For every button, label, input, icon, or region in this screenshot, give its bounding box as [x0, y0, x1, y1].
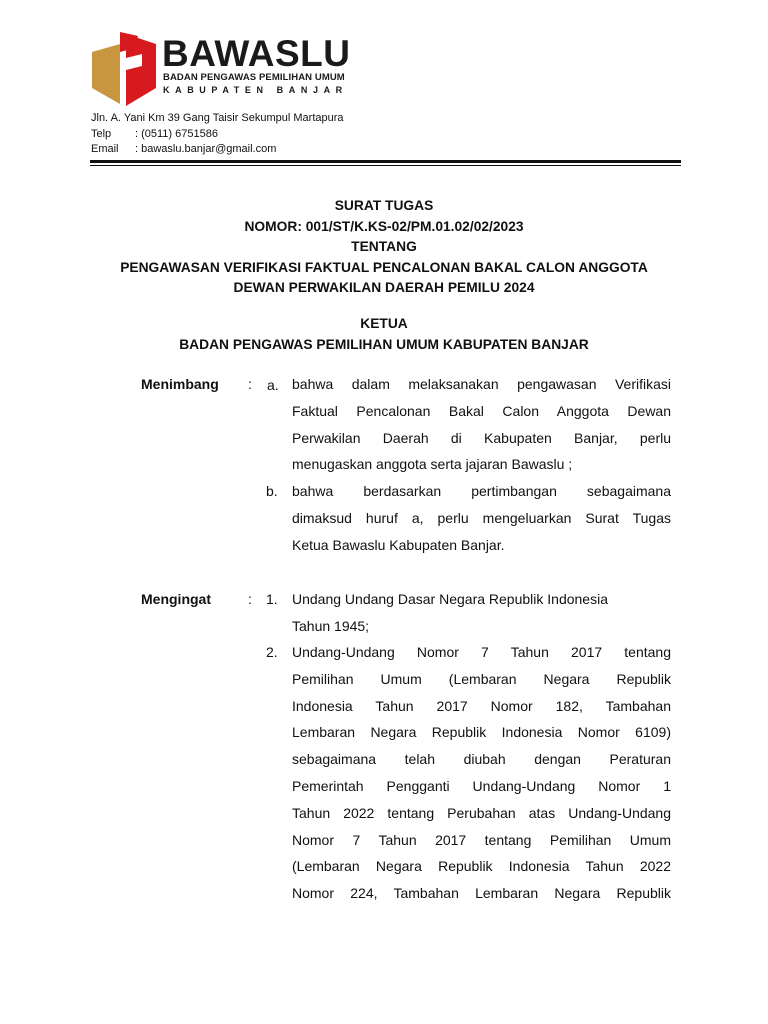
title-line-3: TENTANG [351, 239, 417, 254]
phone-value: : (0511) 6751586 [135, 127, 218, 140]
text-line: Perwakilan Daerah di Kabupaten Banjar, perlu [292, 429, 671, 446]
menimbang-marker-a: a. [267, 377, 279, 393]
mengingat-item-1 [292, 586, 671, 640]
mengingat-marker-1: 1. [266, 591, 278, 607]
text-line: Nomor 7 Tahun 2017 tentang Pemilihan Umum [292, 831, 671, 848]
logo-title: BAWASLU [162, 33, 351, 74]
issuer-line-1: KETUA [360, 316, 408, 331]
text-line: sebagaimana telah diubah dengan Peraturan [292, 751, 671, 768]
text-line: bahwa dalam melaksanakan pengawasan Verifikasi [292, 376, 671, 392]
menimbang-label: Menimbang [141, 376, 219, 392]
phone-label: Telp [91, 127, 112, 140]
issuer-heading [0, 314, 768, 355]
text-line: Nomor 224, Tambahan Lembaran Negara Republik [292, 885, 671, 902]
text-line: Tahun 1945; [292, 617, 370, 634]
mengingat-colon: : [248, 591, 252, 607]
bawaslu-emblem-icon [90, 30, 158, 108]
menimbang-item-a [292, 371, 671, 478]
letterhead-divider-thin [90, 165, 681, 166]
contact-info [91, 111, 344, 158]
logo-region: KABUPATEN BANJAR [163, 85, 348, 95]
menimbang-marker-b: b. [266, 483, 278, 499]
text-line: Tahun 2022 tentang Perubahan atas Undang-Undang [292, 804, 671, 821]
text-line: Indonesia Tahun 2017 Nomor 182, Tambahan [292, 697, 671, 714]
email-value: : bawaslu.banjar@gmail.com [135, 143, 277, 155]
text-line: Faktual Pencalonan Bakal Calon Anggota Dewan [292, 402, 671, 419]
mengingat-label: Mengingat [141, 591, 211, 607]
text-line: Undang-Undang Nomor 7 Tahun 2017 tentang [292, 644, 671, 660]
menimbang-colon: : [248, 376, 252, 392]
menimbang-item-b [292, 478, 671, 558]
email-label: Email [91, 143, 119, 155]
text-line: Undang Undang Dasar Negara Republik Indonesia [292, 591, 608, 607]
bawaslu-logo [90, 30, 350, 108]
mengingat-item-2 [292, 639, 671, 907]
text-line: bahwa berdasarkan pertimbangan sebagaimana [292, 483, 671, 499]
text-line: menugaskan anggota serta jajaran Bawaslu ; [292, 456, 573, 473]
text-line: (Lembaran Negara Republik Indonesia Tahun 2022 [292, 858, 671, 875]
title-line-4: PENGAWASAN VERIFIKASI FAKTUAL PENCALONAN BAKAL CALON ANGGOTA [120, 259, 648, 275]
letterhead-divider-thick [90, 160, 681, 163]
text-line: Lembaran Negara Republik Indonesia Nomor 6109) [292, 724, 671, 741]
email-row [91, 142, 344, 158]
title-line-2: NOMOR: 001/ST/K.KS-02/PM.01.02/02/2023 [244, 218, 524, 234]
logo-subtitle: BADAN PENGAWAS PEMILIHAN UMUM [163, 72, 345, 83]
text-line: dimaksud huruf a, perlu mengeluarkan Surat Tugas [292, 509, 671, 526]
mengingat-marker-2: 2. [266, 644, 278, 660]
issuer-line-2: BADAN PENGAWAS PEMILIHAN UMUM KABUPATEN BANJAR [179, 336, 589, 352]
title-line-1: SURAT TUGAS [334, 198, 434, 213]
document-title [0, 196, 768, 299]
title-line-5: DEWAN PERWAKILAN DAERAH PEMILU 2024 [233, 280, 535, 295]
text-line: Pemerintah Pengganti Undang-Undang Nomor 1 [292, 777, 671, 794]
address: Jln. A. Yani Km 39 Gang Taisir Sekumpul Martapura [91, 112, 344, 124]
text-line: Ketua Bawaslu Kabupaten Banjar. [292, 536, 505, 553]
text-line: Pemilihan Umum (Lembaran Negara Republik [292, 670, 671, 687]
phone-row [91, 127, 344, 143]
